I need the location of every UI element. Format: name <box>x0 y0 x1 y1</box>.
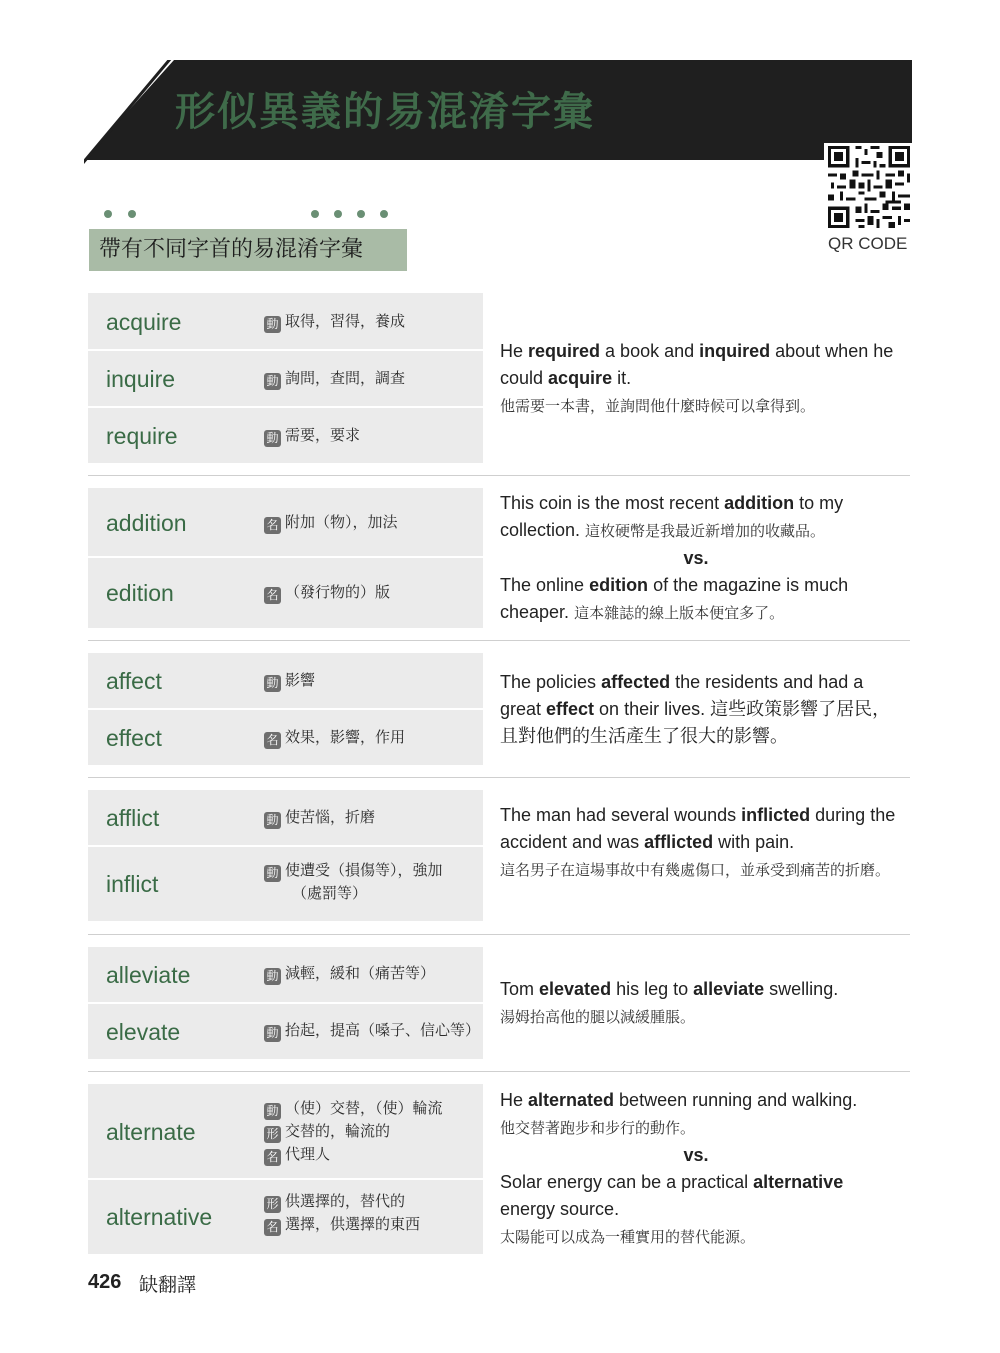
word-row <box>88 790 483 845</box>
highlighted-word: addition <box>724 493 795 513</box>
vocab-word: alleviate <box>106 962 191 988</box>
sentence-text: with pain. <box>713 832 795 852</box>
word-row <box>88 947 483 1002</box>
highlighted-word: elevated <box>539 979 612 999</box>
part-of-speech-badge: 名 <box>264 517 281 534</box>
qr-code-label: QR CODE <box>828 234 908 253</box>
example-sentence <box>500 490 900 627</box>
example-sentence <box>500 802 900 884</box>
part-of-speech-badge: 動 <box>264 430 281 447</box>
vocab-word: effect <box>106 725 162 751</box>
example-sentence <box>500 338 900 420</box>
footer-label: 缺翻譯 <box>139 1274 197 1296</box>
word-group <box>88 653 910 765</box>
part-of-speech-badge: 名 <box>264 587 281 604</box>
section-title: 帶有不同字首的易混淆字彙 <box>89 229 407 271</box>
definition-text: 供選擇的，替代的 <box>285 1192 406 1210</box>
divider <box>88 640 910 641</box>
vocab-word: afflict <box>106 805 160 831</box>
highlighted-word: acquire <box>548 368 613 388</box>
sentence-text: This coin is the most recent <box>500 493 725 513</box>
divider <box>88 1071 910 1072</box>
part-of-speech-badge: 形 <box>264 1126 281 1143</box>
highlighted-word: alleviate <box>693 979 765 999</box>
definition-text: 選擇，供選擇的東西 <box>285 1215 421 1233</box>
sentence-text: during the accident and was <box>500 805 896 852</box>
part-of-speech-badge: 名 <box>264 1149 281 1166</box>
highlighted-word: edition <box>589 575 649 595</box>
highlighted-word: effect <box>546 699 595 719</box>
definition-text: 代理人 <box>285 1145 331 1163</box>
definition <box>264 669 315 692</box>
definition-text: 使遭受（損傷等），強加 <box>285 861 443 879</box>
vocab-word: elevate <box>106 1019 181 1045</box>
word-row <box>88 1084 483 1178</box>
word-row <box>88 351 483 406</box>
sentence-text: He <box>500 1090 529 1110</box>
dot <box>311 210 319 218</box>
highlighted-word: affected <box>601 672 671 692</box>
word-row <box>88 847 483 921</box>
definition <box>264 726 405 749</box>
word-group <box>88 293 910 463</box>
example-sentence <box>500 976 900 1031</box>
dot <box>357 210 365 218</box>
word-row <box>88 710 483 765</box>
definition <box>264 310 405 333</box>
sentence-text: The man had several wounds <box>500 805 742 825</box>
chinese-translation: 太陽能可以成為一種實用的替代能源。 <box>500 1228 756 1246</box>
chinese-translation: 這些政策影響了居民，且對他們的生活產生了很大的影響。 <box>500 699 891 746</box>
dot <box>104 210 112 218</box>
divider <box>88 934 910 935</box>
sentence-text: Solar energy can be a practical <box>500 1172 754 1192</box>
decorative-dots <box>0 210 400 220</box>
vs-label: vs. <box>683 1145 709 1165</box>
vocab-word: inquire <box>106 366 176 392</box>
divider <box>88 475 910 476</box>
vs-label: vs. <box>683 548 709 568</box>
dot <box>334 210 342 218</box>
word-row <box>88 293 483 349</box>
definition-text: 附加（物），加法 <box>285 513 398 531</box>
definition <box>264 1097 443 1166</box>
vocab-word: inflict <box>106 871 159 897</box>
vocab-word: edition <box>106 580 174 606</box>
chinese-translation: 這枚硬幣是我最近新增加的收藏品。 <box>585 522 826 540</box>
definition <box>264 859 443 905</box>
example-sentence <box>500 669 900 750</box>
sentence-text: it. <box>612 368 632 388</box>
highlighted-word: required <box>528 341 601 361</box>
definition <box>264 1190 420 1236</box>
definition <box>264 581 390 604</box>
highlighted-word: inflicted <box>741 805 811 825</box>
chinese-translation: 他需要一本書，並詢問他什麼時候可以拿得到。 <box>500 397 816 415</box>
sentence-text: about when he could <box>500 341 894 388</box>
qr-code-icon <box>824 143 914 231</box>
definition-text: 使苦惱，折磨 <box>285 808 376 826</box>
part-of-speech-badge: 動 <box>264 812 281 829</box>
word-row <box>88 1180 483 1254</box>
highlighted-word: inquired <box>699 341 771 361</box>
chinese-translation: 他交替著跑步和步行的動作。 <box>500 1119 696 1137</box>
vocab-word: require <box>106 423 178 449</box>
part-of-speech-badge: 動 <box>264 1025 281 1042</box>
definition <box>264 367 405 390</box>
part-of-speech-badge: 動 <box>264 316 281 333</box>
definition-text: 取得，習得，養成 <box>285 312 406 330</box>
part-of-speech-badge: 名 <box>264 1219 281 1236</box>
word-row <box>88 408 483 463</box>
vocab-word: affect <box>106 668 162 694</box>
part-of-speech-badge: 動 <box>264 865 281 882</box>
divider <box>88 777 910 778</box>
definition-text: 交替的，輪流的 <box>285 1122 391 1140</box>
sentence-text: The online <box>500 575 590 595</box>
part-of-speech-badge: 動 <box>264 675 281 692</box>
word-group <box>88 947 910 1059</box>
sentence-text: between running and walking. <box>614 1090 858 1110</box>
chinese-translation: 湯姆抬高他的腿以減緩腫脹。 <box>500 1008 696 1026</box>
highlighted-word: alternative <box>753 1172 844 1192</box>
definition-text: （使）交替，（使）輪流 <box>285 1099 443 1117</box>
sentence-text: on their lives. <box>594 699 711 719</box>
sentence-text: The policies <box>500 672 602 692</box>
dot <box>128 210 136 218</box>
word-group <box>88 790 910 921</box>
sentence-text: Tom <box>500 979 540 999</box>
example-sentence <box>500 1087 900 1251</box>
sentence-text: his leg to <box>611 979 694 999</box>
definition <box>264 962 435 985</box>
word-group <box>88 1084 910 1254</box>
sentence-text: He <box>500 341 529 361</box>
vocab-word: addition <box>106 510 187 536</box>
part-of-speech-badge: 動 <box>264 1103 281 1120</box>
highlighted-word: afflicted <box>644 832 714 852</box>
vocab-word: alternate <box>106 1119 196 1145</box>
definition-text: （處罰等） <box>292 884 368 902</box>
chinese-translation: 這本雜誌的線上版本便宜多了。 <box>574 604 785 622</box>
chinese-translation: 這名男子在這場事故中有幾處傷口，並承受到痛苦的折磨。 <box>500 861 891 879</box>
definition-text: 影響 <box>285 671 316 689</box>
word-row <box>88 653 483 708</box>
definition <box>264 511 398 534</box>
sentence-text: energy source. <box>500 1199 620 1219</box>
highlighted-word: alternated <box>528 1090 615 1110</box>
sentence-text: swelling. <box>764 979 839 999</box>
vocab-word: acquire <box>106 309 182 335</box>
word-row <box>88 488 483 556</box>
sentence-text: to my collection. <box>500 493 844 540</box>
sentence-text: a book and <box>600 341 700 361</box>
sentence-text: of the magazine is much cheaper. <box>500 575 849 622</box>
definition <box>264 424 360 447</box>
part-of-speech-badge: 動 <box>264 373 281 390</box>
part-of-speech-badge: 名 <box>264 732 281 749</box>
definition <box>264 1019 480 1042</box>
page-number: 426 <box>88 1271 122 1293</box>
definition-text: 效果，影響，作用 <box>285 728 406 746</box>
part-of-speech-badge: 形 <box>264 1196 281 1213</box>
word-row <box>88 1004 483 1059</box>
definition-text: 詢問，查問，調查 <box>285 369 406 387</box>
dot <box>380 210 388 218</box>
word-group <box>88 488 910 628</box>
sentence-text: the residents and had a great <box>500 672 864 719</box>
page-title: 形似異義的易混淆字彙 <box>175 89 595 135</box>
vocab-word: alternative <box>106 1204 213 1230</box>
part-of-speech-badge: 動 <box>264 968 281 985</box>
word-row <box>88 558 483 628</box>
definition-text: 需要，要求 <box>285 426 361 444</box>
definition-text: 減輕，緩和（痛苦等） <box>285 964 436 982</box>
definition-text: （發行物的）版 <box>285 583 391 601</box>
definition-text: 抬起，提高（嗓子、信心等） <box>285 1021 481 1039</box>
definition <box>264 806 375 829</box>
